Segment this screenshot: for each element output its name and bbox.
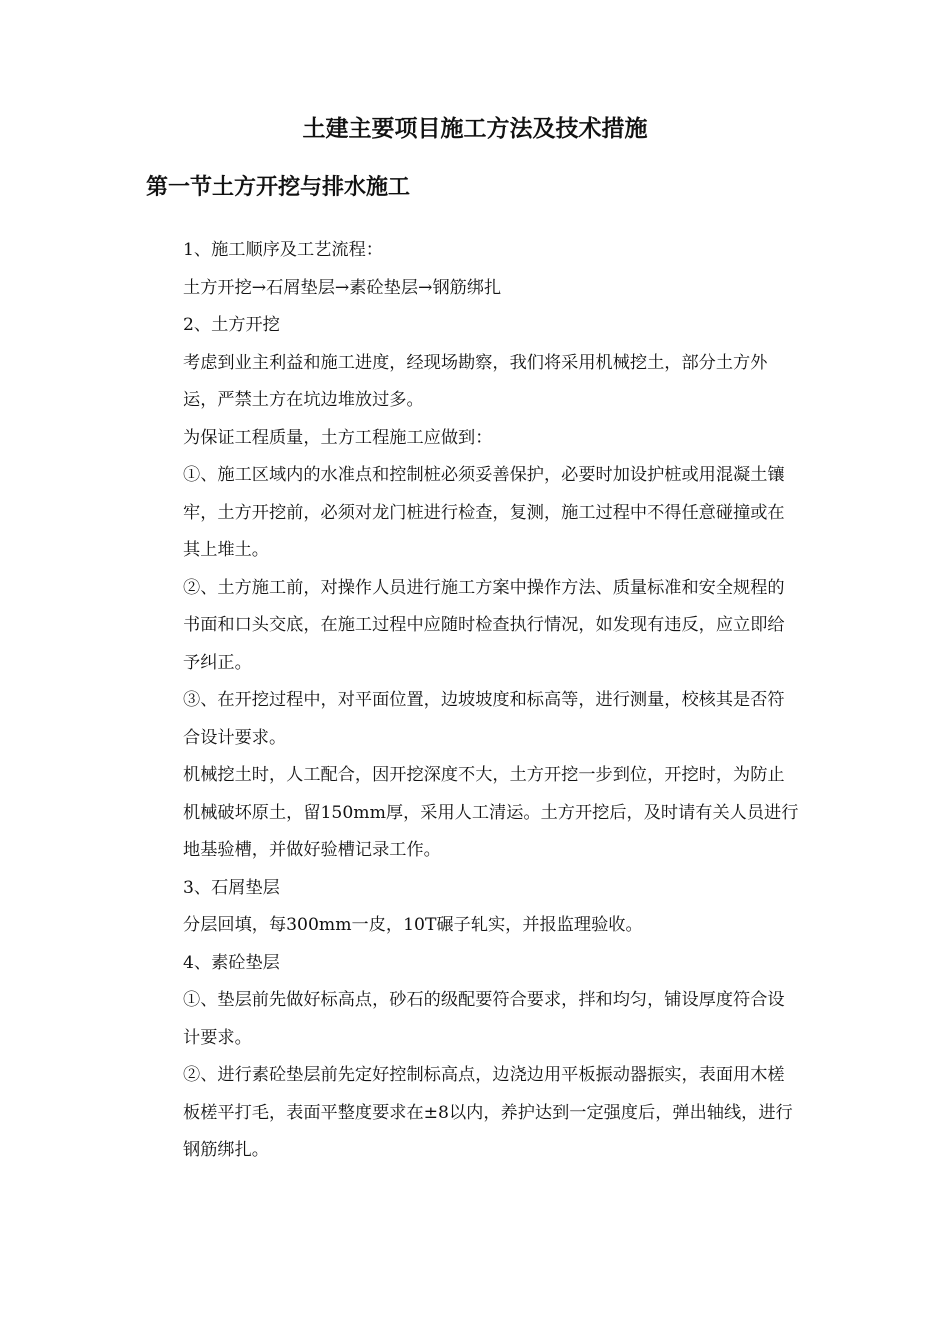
- paragraph: 考虑到业主利益和施工进度，经现场勘察，我们将采用机械挖土，部分土方外运，严禁土方在坑边堆放过多。: [183, 352, 768, 410]
- paragraph: 1、施工顺序及工艺流程：: [183, 240, 383, 260]
- paragraph: 2、土方开挖: [183, 315, 280, 335]
- paragraph: ①、垫层前先做好标高点，砂石的级配要符合要求，拌和均匀，铺设厚度符合设计要求。: [183, 990, 785, 1048]
- paragraph: ②、土方施工前，对操作人员进行施工方案中操作方法、质量标准和安全规程的书面和口头交底，在施工过程中应随时检查执行情况，如发现有违反，应立即给予纠正。: [183, 577, 785, 673]
- paragraph: 土方开挖→石屑垫层→素砼垫层→钢筋绑扎: [183, 277, 502, 298]
- document-body: [183, 232, 799, 1170]
- paragraph: 为保证工程质量，土方工程施工应做到：: [183, 427, 493, 448]
- paragraph: ①、施工区域内的水准点和控制桩必须妥善保护，必要时加设护桩或用混凝土镶牢，土方开挖前，必须对龙门桩进行检查，复测，施工过程中不得任意碰撞或在其上堆土。: [183, 465, 785, 560]
- section-title: 第一节土方开挖与排水施工: [146, 175, 411, 200]
- document-title: 土建主要项目施工方法及技术措施: [302, 116, 648, 142]
- paragraph: 分层回填，每300mm一皮，10T碾子轧实，并报监理验收。: [183, 915, 643, 935]
- paragraph: 机械挖土时，人工配合，因开挖深度不大，土方开挖一步到位，开挖时，为防止机械破坏原土，留150mm厚，采用人工清运。土方开挖后，及时请有关人员进行地基验槽，并做好验槽记录工作。: [183, 765, 799, 860]
- paragraph: ②、进行素砼垫层前先定好控制标高点，边浇边用平板振动器振实，表面用木槎板槎平打毛，表面平整度要求在±8以内，养护达到一定强度后，弹出轴线，进行钢筋绑扎。: [183, 1065, 793, 1160]
- paragraph: 4、素砼垫层: [183, 952, 280, 973]
- paragraph: 3、石屑垫层: [183, 877, 280, 898]
- paragraph: ③、在开挖过程中，对平面位置，边坡坡度和标高等，进行测量，校核其是否符合设计要求。: [183, 690, 785, 748]
